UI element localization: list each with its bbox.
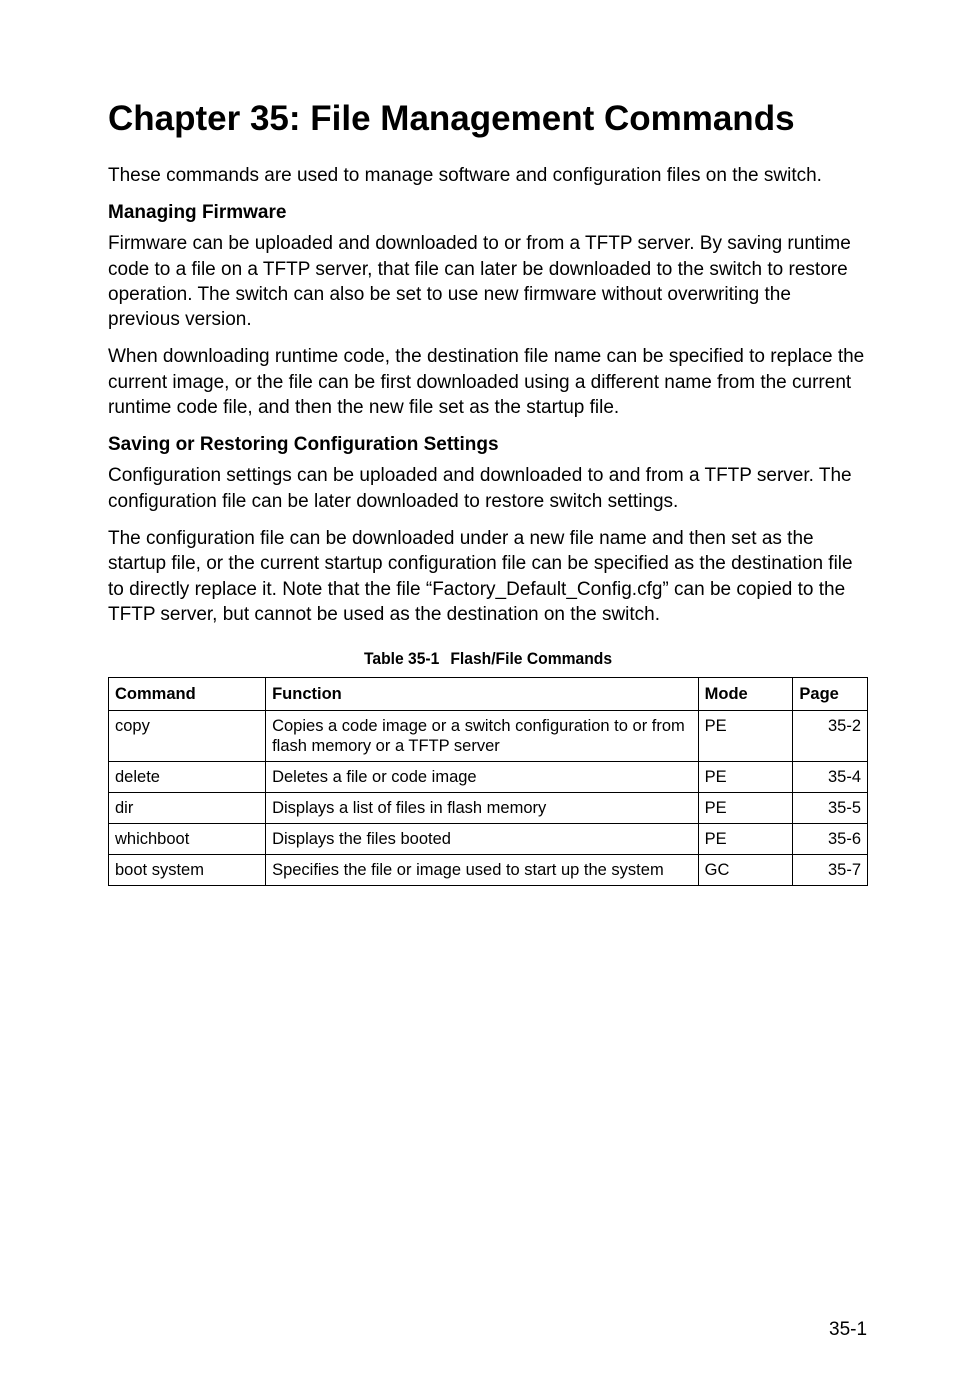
table-caption-title: Flash/File Commands: [450, 649, 613, 669]
table-row: [109, 711, 868, 762]
table-header-row: [109, 678, 868, 711]
section-heading-config-settings: Saving or Restoring Configuration Settings: [108, 434, 499, 456]
cell-command: delete: [109, 762, 266, 793]
cell-function: Deletes a file or code image: [266, 762, 699, 793]
intro-paragraph: These commands are used to manage software and configuration files on the switch.: [108, 165, 822, 186]
table-row: [109, 824, 868, 855]
cell-mode: PE: [698, 824, 793, 855]
cell-command: copy: [109, 711, 266, 762]
chapter-title: Chapter 35: File Management Commands: [108, 99, 795, 138]
header-command: Command: [109, 678, 266, 711]
page-number: 35-1: [829, 1319, 868, 1340]
cell-function: Displays a list of files in flash memory: [266, 793, 699, 824]
header-page: Page: [793, 678, 868, 711]
cell-mode: PE: [698, 793, 793, 824]
table-caption: [138, 647, 837, 671]
cell-page: 35-6: [793, 824, 868, 855]
table-row: [109, 855, 868, 886]
config-paragraph-2: The configuration file can be downloaded under a new file name and then set as the startup file, or the current startup configuration file can be specified as the destination file to directly replace it. Note that the file “Factory_Default_Config.cfg” can be copied to the TFTP server, but cannot be used as the destination on the switch.: [108, 527, 853, 625]
cell-page: 35-5: [793, 793, 868, 824]
header-mode: Mode: [698, 678, 793, 711]
cell-mode: PE: [698, 762, 793, 793]
cell-function: Copies a code image or a switch configuration to or from flash memory or a TFTP server: [266, 711, 699, 762]
header-function: Function: [266, 678, 699, 711]
cell-command: dir: [109, 793, 266, 824]
cell-page: 35-7: [793, 855, 868, 886]
cell-function: Displays the files booted: [266, 824, 699, 855]
table-caption-number: Table 35-1: [363, 649, 440, 669]
cell-mode: PE: [698, 711, 793, 762]
firmware-paragraph-1: Firmware can be uploaded and downloaded to or from a TFTP server. By saving runtime code to a file on a TFTP server, that file can later be downloaded to the switch to restore operation. The switch can also be set to use new firmware without overwriting the previous version.: [108, 233, 851, 331]
section-heading-managing-firmware: Managing Firmware: [108, 202, 287, 224]
table-row: [109, 793, 868, 824]
firmware-paragraph-2: When downloading runtime code, the destination file name can be specified to replace the current image, or the file can be first downloaded using a different name from the current runtime code file, and then the new file set as the startup file.: [108, 346, 865, 419]
cell-command: boot system: [109, 855, 266, 886]
chapter-content: [108, 163, 868, 886]
cell-function: Specifies the file or image used to start up the system: [266, 855, 699, 886]
cell-command: whichboot: [109, 824, 266, 855]
cell-mode: GC: [698, 855, 793, 886]
config-paragraph-1: Configuration settings can be uploaded and downloaded to and from a TFTP server. The configuration file can be later downloaded to restore switch settings.: [108, 465, 852, 512]
table-row: [109, 762, 868, 793]
flash-file-commands-table: [108, 677, 868, 886]
cell-page: 35-2: [793, 711, 868, 762]
cell-page: 35-4: [793, 762, 868, 793]
